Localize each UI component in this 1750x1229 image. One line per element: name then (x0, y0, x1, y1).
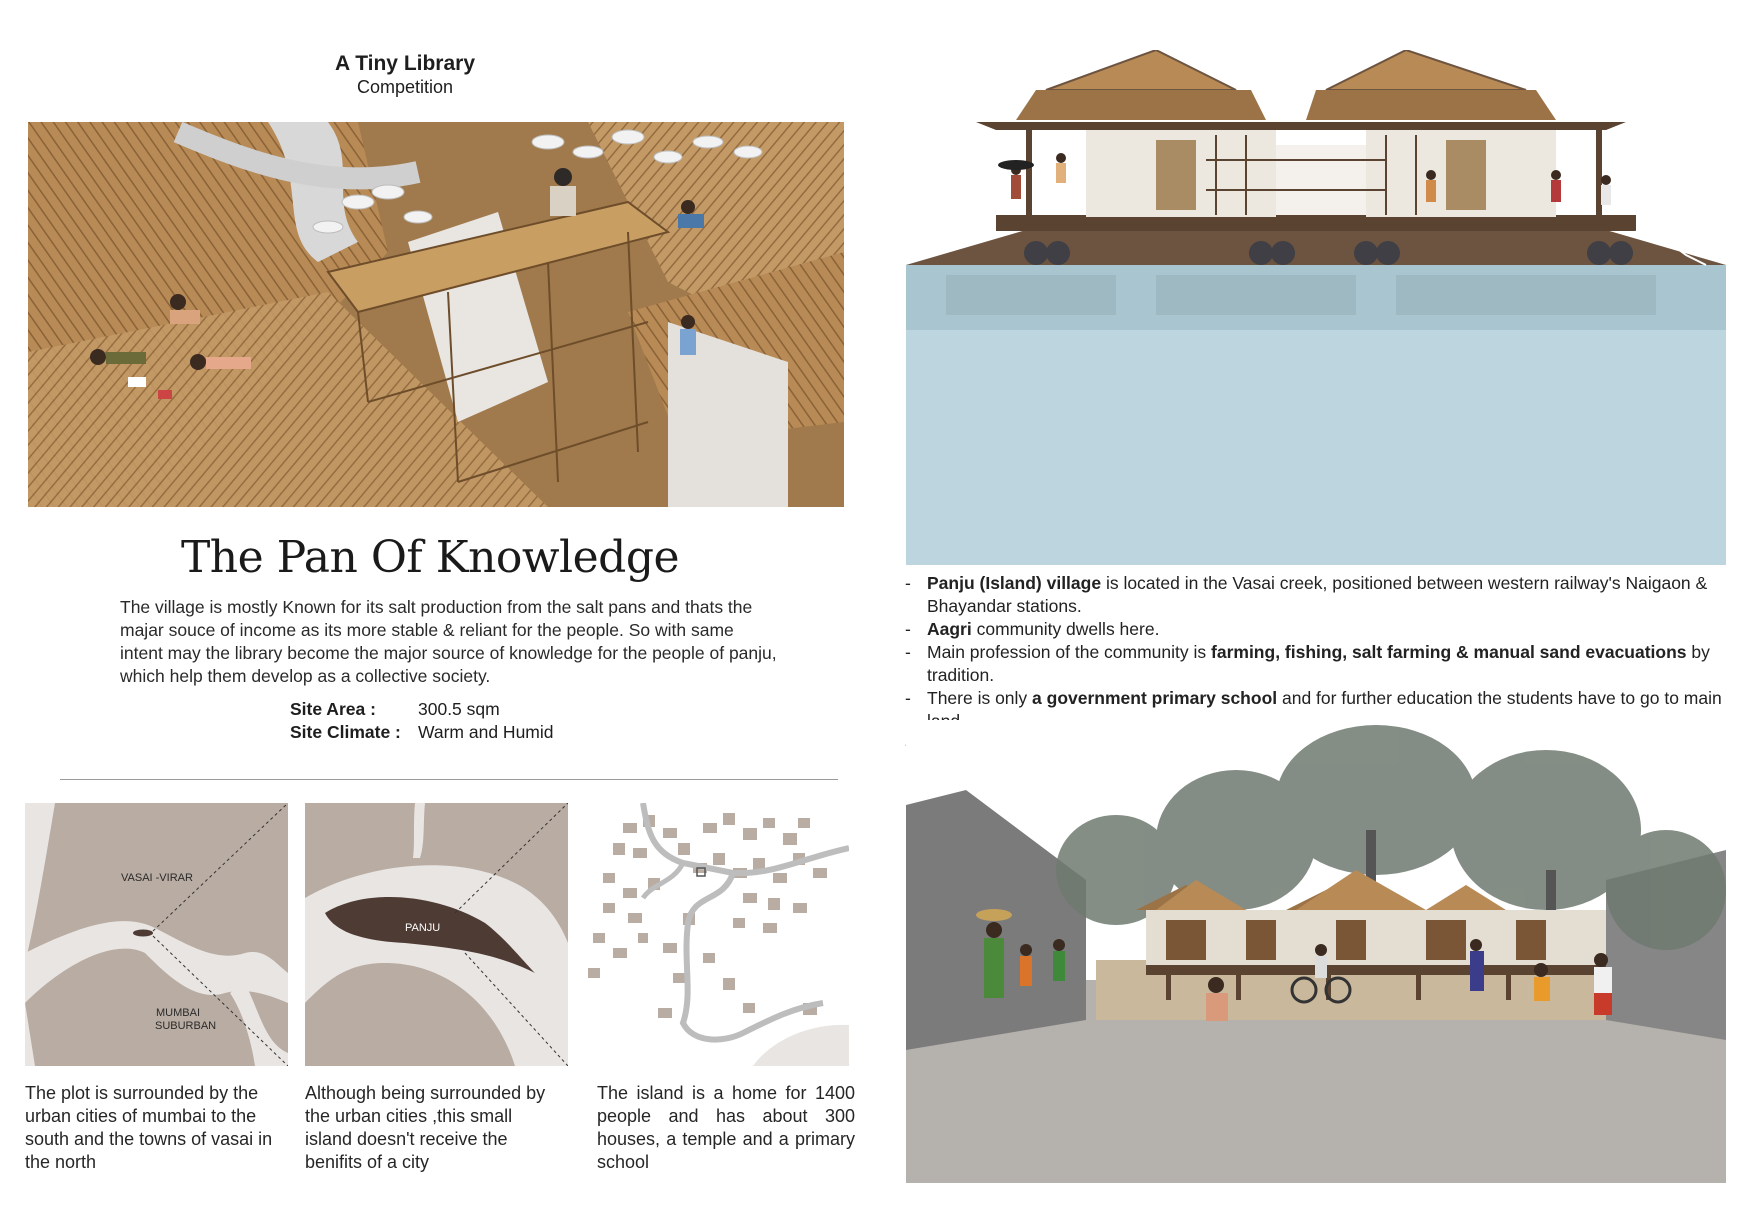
competition-subtitle: Competition (356, 77, 454, 97)
caption-village: The island is a home for 1400 people and has about 300 houses, a temple and a primary school (597, 1083, 855, 1172)
site-area-label: Site Area : (290, 699, 376, 719)
fact-item: - Panju (Island) village is located in the Vasai creek, positioned between western railway's Naigaon & Bhayandar stations. (905, 572, 1727, 618)
fact-item: - Aagri community dwells here. (905, 618, 1727, 641)
map1-label-bottom-1: MUMBAI (156, 1007, 200, 1019)
region-map (25, 803, 288, 1066)
fact-item: - Main profession of the community is farming, fishing, salt farming & manual sand evacuations by tradition. (905, 641, 1727, 687)
project-intro: The village is mostly Known for its salt production from the salt pans and thats the majar souce of income as its more stable & reliant for the people. So with same intent may the library become the major source of knowledge for the people of panju, which help them develop as a collective society. (120, 597, 777, 686)
competition-title: A Tiny Library (334, 52, 476, 75)
site-climate-row (290, 721, 554, 744)
site-climate-label: Site Climate : (290, 722, 401, 742)
map1-label-top: VASAI -VIRAR (121, 872, 193, 884)
section-divider (60, 779, 838, 780)
section-drawing (906, 50, 1726, 565)
competition-header (300, 52, 510, 98)
caption-island: Although being surrounded by the urban cities ,this small island doesn't receive the benifits of a city (305, 1083, 546, 1172)
street-view-rendering (906, 720, 1726, 1183)
rooftop-rendering (28, 122, 844, 507)
site-area-row (290, 698, 554, 721)
map1-label-bottom-2: SUBURBAN (155, 1020, 217, 1032)
project-title: The Pan Of Knowledge (180, 532, 680, 583)
site-area-value: 300.5 sqm (418, 699, 500, 719)
island-map (305, 803, 568, 1066)
map2-label: PANJU (405, 922, 441, 934)
fact-item: - There is only a government primary school and for further education the students have to go to main (905, 687, 1727, 733)
site-info (290, 698, 554, 744)
village-map (583, 803, 849, 1066)
caption-region: The plot is surrounded by the urban cities of mumbai to the south and the towns of vasai in the north (25, 1083, 273, 1172)
site-climate-value: Warm and Humid (418, 722, 554, 742)
